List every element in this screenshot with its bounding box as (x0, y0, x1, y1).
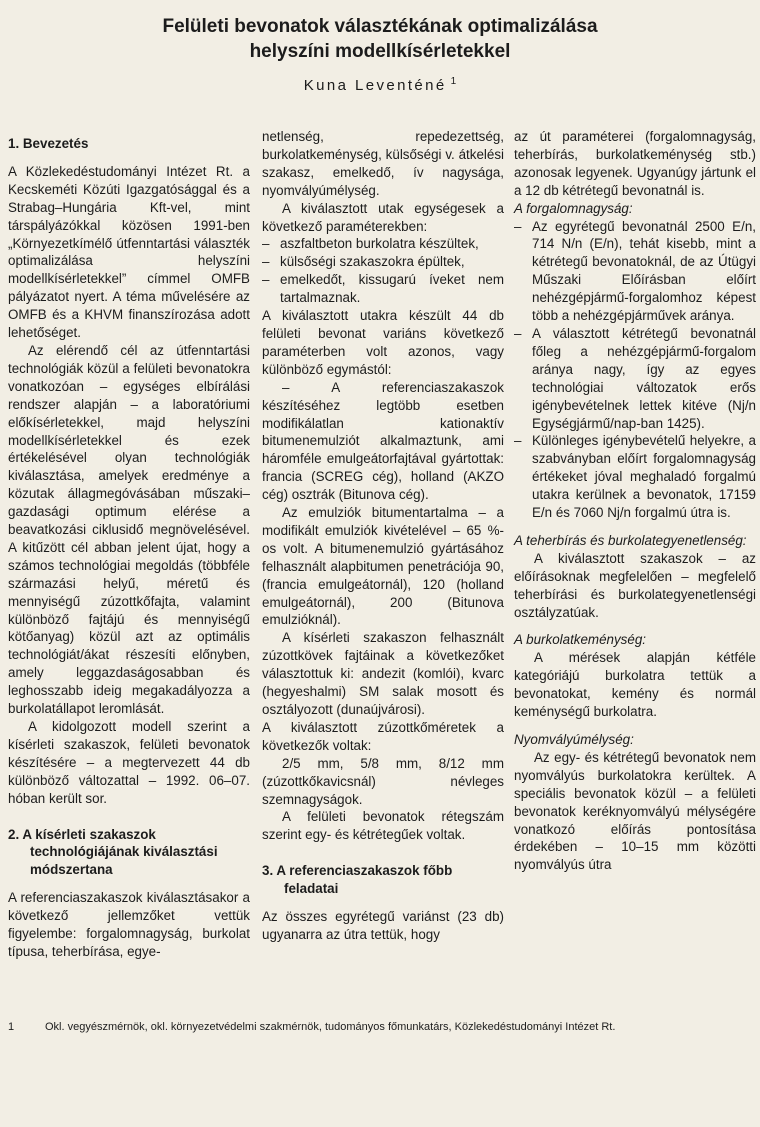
author-footnote-ref[interactable]: 1 (450, 76, 457, 87)
list-item: – A választott kétrétegű bevonatnál főleg a nehézgépjármű-forgalom aránya nagy, így az egyes technológiai változatok erős igénybevételnek lettek kitéve (Nj/n Egységjármű/nap-ban 1425). (514, 325, 756, 432)
list-item: – aszfaltbeton burkolatra készültek, (262, 235, 504, 253)
title-line-2: helyszíni modellkísérletekkel (249, 41, 511, 62)
section-heading-1: 1. Bevezetés (8, 136, 89, 151)
section-heading-3: 3. A referenciaszakaszok főbb feladatai (262, 863, 453, 897)
subheading-rut-depth: Nyomvályúmélység: (514, 732, 634, 747)
paragraph: – A referenciaszakaszok készítéséhez legtöbb esetben modifikálatlan kationaktív bitumenemulziót alkalmaztunk, ami háromféle emulgeátorfajtával gyártottak: francia (SCREG cég), holland (AKZO cég) osztrák (Bitunova cég). (262, 379, 504, 503)
section-heading-2: 2. A kísérleti szakaszok technológiájának kiválasztási módszertana (8, 826, 218, 878)
paragraph: A referenciaszakaszok kiválasztásakor a következő jellemzőket vettük figyelembe: forgalomnagyság, burkolat típusa, teherbírása, egye- (8, 890, 250, 959)
paragraph: A felületi bevonatok rétegszám szerint egy- és kétrétegűek voltak. (262, 809, 504, 843)
list-item: – külsőségi szakaszokra épültek, (262, 253, 504, 271)
paragraph: Az elérendő cél az útfenntartási technológiák közül a felületi bevonatokra vonatkozóan – egységes elbírálási rendszer alapján – a laboratóriumi előkísérletekkel, majd helyszíni modellkísérletekkel és ezek értékelésével olyan technológiák kiválasztása, amelyek eredménye a közutak állagmegóvásában műszaki–gazdasági optimum elérése a beavatkozási ciklusidő megnövelésével. A kitűzött cél abban jelent újat, hogy a számos technológiai megoldás (többféle származási helyű, méretű és mennyiségű zúzottkőfajta, valamint különböző fajtájú és mennyiségű kötőanyag) közül azt az optimális technológiát/ákat részesíti előnyben, amely leggazdaságosabban és leghosszabb ideig megakadályozza a burkolatállapot leromlását. (8, 342, 250, 717)
column-3 (514, 128, 756, 874)
subheading-traffic: A forgalomnagyság: (514, 200, 633, 216)
subheading-hardness: A burkolatkeménység: (514, 632, 646, 648)
author-name: Kuna Leventéné (303, 77, 447, 94)
list-item: – Az egyrétegű bevonatnál 2500 E/n, 714 N/n (E/n), tehát kisebb, mint a kétrétegű bevonatoknál, de az Útügyi Műszaki Előírásban előírt nehézgépjármű-forgalomhoz képest több a nehézgépjárművek aránya. (514, 218, 756, 325)
parameter-list (262, 235, 504, 307)
author-line (0, 76, 760, 94)
paragraph: A kiválasztott utakra készült 44 db felületi bevonat variáns következő paraméterben volt azonos, vagy különböző egymástól: (262, 308, 504, 377)
paragraph: A mérések alapján kétféle kategóriájú burkolatra tettük a bevonatokat, kemény és normál keménységű burkolatra. (514, 650, 756, 720)
paragraph: 2/5 mm, 5/8 mm, 8/12 mm (zúzottkőkavicsnál) névleges szemnagyságok. (262, 755, 504, 807)
list-item: – emelkedőt, kissugarú íveket nem tartalmaznak. (262, 271, 504, 307)
paragraph: A kiválasztott szakaszok – az előírásoknak megfelelően – megfelelő teherbírási és burkolategyenetlenségi osztályzatúak. (514, 550, 756, 620)
footnote-text: Okl. vegyészmérnök, okl. környezetvédelmi szakmérnök, tudományos főmunkatárs, Közlekedéstudományi Intézet Rt. (45, 1021, 616, 1033)
column-1 (8, 135, 250, 961)
traffic-list (514, 218, 756, 522)
paragraph: A kiválasztott utak egységesek a következő paraméterekben: (262, 200, 504, 234)
paragraph: Az egy- és kétrétegű bevonatok nem nyomvályús burkolatokra kerültek. A speciális bevonatok közül – a felületi bevonatok keréknyomvályú mélységére vonatkozó előírás pontosítása érdekében – 10–15 mm közötti nyomvályús útra (514, 749, 756, 873)
subheading-bearing-capacity: A teherbírás és burkolategyenetlenség: (514, 532, 747, 548)
paragraph: A kísérleti szakaszon felhasznált zúzottkövek fajtáinak a következőket választottuk ki: andezit (komlói), kvarc (hegyeshalmi) SM salak mosott és osztályozott (dunaújvárosi). (262, 630, 504, 717)
paragraph: A kidolgozott modell szerint a kísérleti szakaszok, felületi bevonatok készítésére – a megtervezett 44 db különböző változattal – 1992. 06–07. hóban került sor. (8, 719, 250, 806)
column-2 (262, 128, 504, 944)
paragraph: netlenség, repedezettség, burkolatkeménység, külsőségi v. átkelési szakasz, emelkedő, ív nagysága, nyomvályúmélység. (262, 129, 504, 198)
title-line-1: Felületi bevonatok választékának optimalizálása (162, 16, 598, 37)
paragraph: Az emulziók bitumentartalma – a modifikált emulziók kivételével – 65 %-os volt. A bitumenemulzió gyártásához felhasznált alapbitumen penetrációja 90, (francia emulgeátornál), 120 (holland emulgeátornál), 200 (Bitunova emulzióknál). (262, 505, 504, 628)
paragraph: A kiválasztott zúzottkőméretek a következők voltak: (262, 719, 504, 753)
article-title (0, 14, 760, 64)
footnote (8, 1020, 748, 1034)
list-item: – Különleges igénybevételű helyekre, a szabványban előírt forgalomnagyság értékeket jóval meghaladó forgalmú utakra kerülnek a bevonatok, 17159 E/n és 7060 Nj/n forgalmú útra is. (514, 432, 756, 522)
paragraph: A Közlekedéstudományi Intézet Rt. a Kecskeméti Közúti Igazgatósággal és a Strabag–Hungária Kft-vel, mint társpályázókkal közösen 1991-ben „Környezetkímélő útfenntartási választék optimalizálása helyszíni modellkísérletekkel” címmel OMFB pályázatot nyert. A téma művelésére az OMFB és a KHVM finanszírozása adott lehetőséget. (8, 163, 250, 341)
paragraph: Az összes egyrétegű variánst (23 db) ugyanarra az útra tettük, hogy (262, 909, 504, 942)
footnote-number: 1 (8, 1021, 15, 1033)
paragraph: az út paraméterei (forgalomnagyság, teherbírás, burkolatkeménység stb.) azonosak legyenek. Ugyanúgy jártunk el a 12 db kétrétegű bevonatnál is. (514, 129, 756, 198)
